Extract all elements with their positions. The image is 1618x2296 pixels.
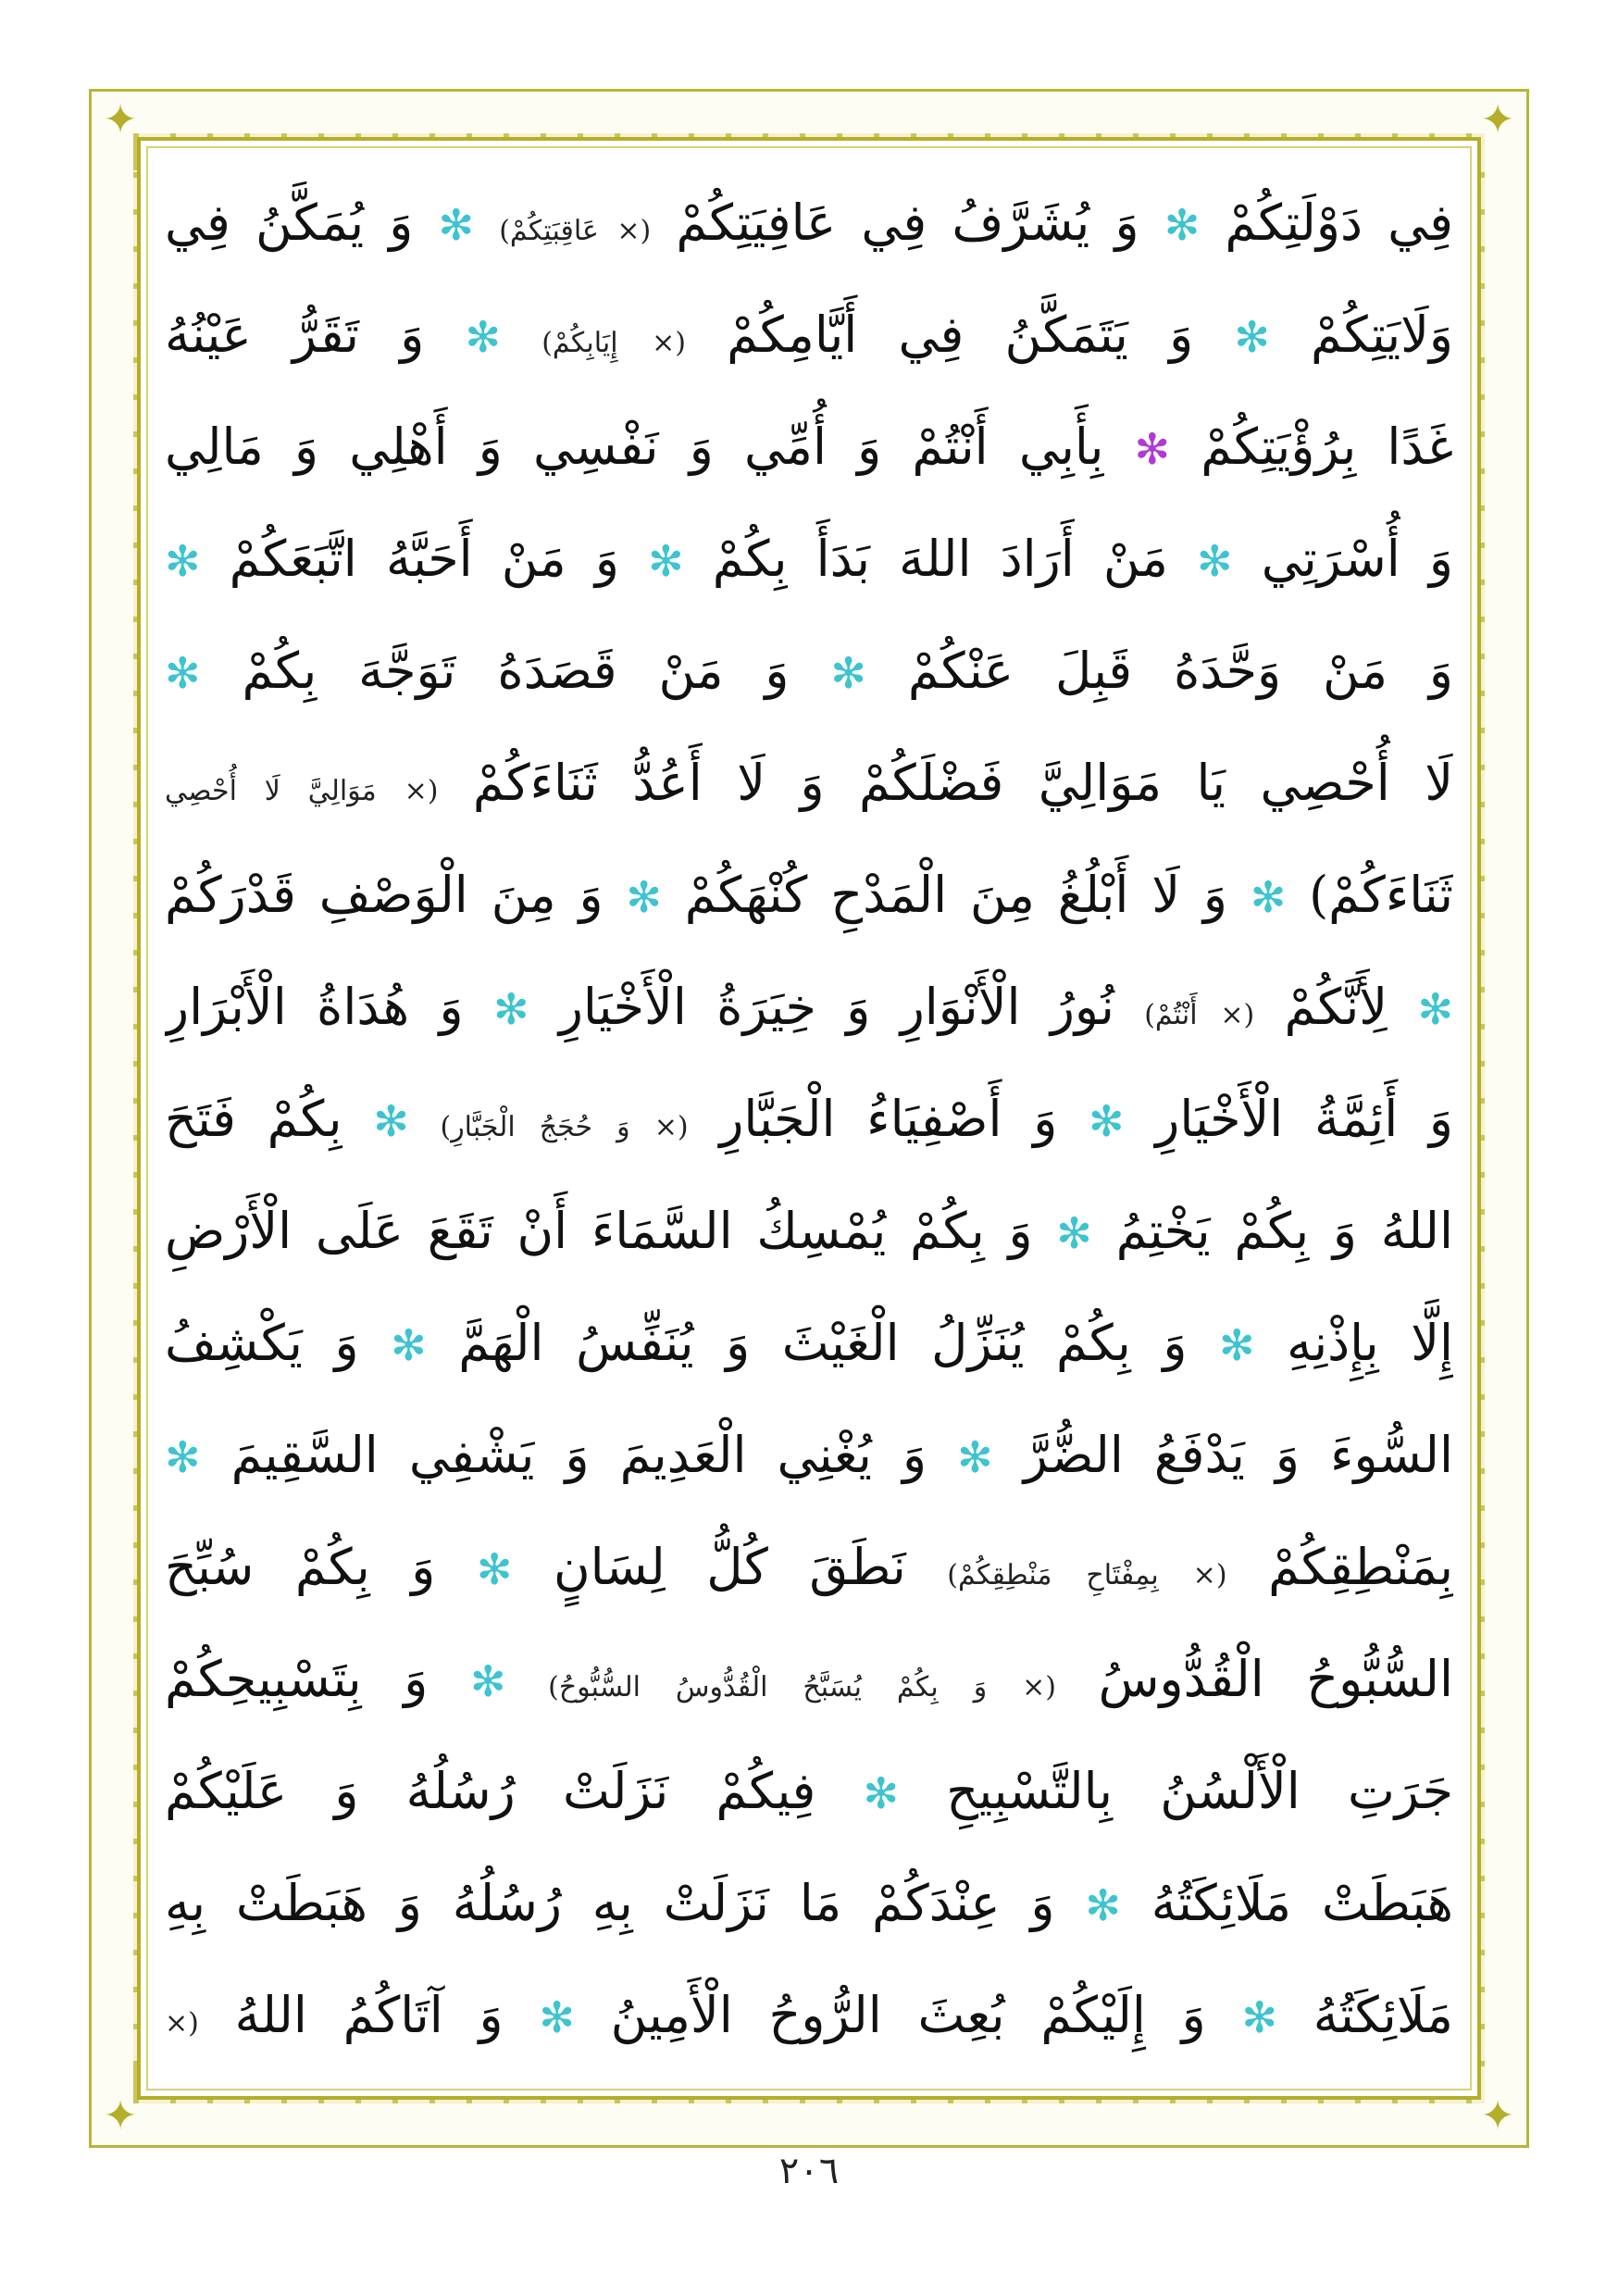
text-line: السُّوءَ وَ يَدْفَعُ الضُّرَّ ✻ وَ يُغْنِي الْعَدِيمَ وَ يَشْفِي السَّقِيمَ ✻ [165,1426,1453,1484]
separator-star-icon: ✻ [539,1992,575,2042]
separator-star-icon: ✻ [626,872,662,922]
text-line: فِي دَوْلَتِكُمْ ✻ وَ يُشَرَّفُ فِي عَافِيَتِكُمْ (× عَاقِبَتِكُمْ) ✻ وَ يُمَكَّنُ فِي [165,193,1453,252]
separator-star-icon: ✻ [1219,1320,1255,1370]
text-line: غَدًا بِرُؤْيَتِكُمْ ✻ بِأَبِي أَنْتُمْ وَ أُمِّي وَ نَفْسِي وَ أَهْلِي وَ مَالِي [165,418,1453,476]
text-line: بِمَنْطِقِكُمْ (× بِمِفْتَاحِ مَنْطِقِكُمْ) نَطَقَ كُلُّ لِسَانٍ ✻ وَ بِكُمْ سُبِّحَ [165,1538,1453,1596]
variant-note: (× [165,2007,199,2040]
separator-star-icon: ✻ [165,648,201,698]
text-line: لَا أُحْصِي يَا مَوَالِيَّ فَضْلَكُمْ وَ لَا أَعُدُّ ثَنَاءَكُمْ (× مَوَالِيَّ لَا أُحْصِي [165,754,1453,812]
corner-ornament-icon: ✦ [103,96,138,144]
variant-note: (× مَوَالِيَّ لَا أُحْصِي [165,775,439,807]
separator-star-icon: ✻ [165,536,201,586]
text-line: مَلَائِكَتُهُ ✻ وَ إِلَيْكُمْ بُعِثَ الرُّوحُ الْأَمِينُ ✻ وَ آتَاكُمُ اللهُ (× [165,1986,1453,2044]
separator-star-icon: ✻ [1134,424,1171,474]
text-line: اللهُ وَ بِكُمْ يَخْتِمُ ✻ وَ بِكُمْ يُمْسِكُ السَّمَاءَ أَنْ تَقَعَ عَلَى الْأَرْضِ [165,1202,1453,1260]
text-line: ثَنَاءَكُمْ) ✻ وَ لَا أَبْلُغُ مِنَ الْمَدْحِ كُنْهَكُمْ ✻ وَ مِنَ الْوَصْفِ قَدْرَكُمْ [165,866,1453,924]
separator-star-icon: ✻ [438,200,475,250]
variant-note: (× وَ حُجَجُ الْجَبَّارِ) [440,1111,689,1143]
separator-star-icon: ✻ [1241,1992,1277,2042]
separator-star-icon: ✻ [863,1768,900,1818]
separator-star-icon: ✻ [1250,872,1287,922]
text-line: وَ أَئِمَّةُ الْأَخْيَارِ ✻ وَ أَصْفِيَاءُ الْجَبَّارِ (× وَ حُجَجُ الْجَبَّارِ) ✻ بِكُمْ فَتَحَ [165,1090,1453,1148]
variant-note: (× أَنْتُمْ) [1144,999,1255,1031]
separator-star-icon: ✻ [1056,1208,1092,1258]
separator-star-icon: ✻ [492,984,529,1034]
separator-star-icon: ✻ [648,536,684,586]
text-line: جَرَتِ الْأَلْسُنُ بِالتَّسْبِيحِ ✻ فِيكُمْ نَزَلَتْ رُسُلُهُ وَ عَلَيْكُمْ [165,1762,1453,1820]
separator-star-icon: ✻ [957,1432,993,1482]
variant-note: (× وَ بِكُمْ يُسَبَّحُ الْقُدُّوسُ السُّبُّوحُ) [548,1671,1057,1703]
text-line: هَبَطَتْ مَلَائِكَتُهُ ✻ وَ عِنْدَكُمْ مَا نَزَلَتْ بِهِ رُسُلُهُ وَ هَبَطَتْ بِهِ [165,1874,1453,1932]
corner-ornament-icon: ✦ [1480,96,1515,144]
separator-star-icon: ✻ [830,648,866,698]
text-line: وَلَايَتِكُمْ ✻ وَ يَتَمَكَّنُ فِي أَيَّامِكُمْ (× إِيَابِكُمْ) ✻ وَ تَقَرُّ عَيْنُهُ [165,306,1453,364]
corner-ornament-icon: ✦ [103,2092,138,2140]
variant-note: (× بِمِفْتَاحِ مَنْطِقِكُمْ) [947,1559,1227,1591]
separator-star-icon: ✻ [465,312,502,362]
separator-star-icon: ✻ [165,1432,201,1482]
separator-star-icon: ✻ [1089,1096,1125,1146]
prayer-text [165,167,1453,2074]
separator-star-icon: ✻ [469,1656,506,1706]
text-line: وَ مَنْ وَحَّدَهُ قَبِلَ عَنْكُمْ ✻ وَ مَنْ قَصَدَهُ تَوَجَّهَ بِكُمْ ✻ [165,642,1453,700]
separator-star-icon: ✻ [1197,536,1233,586]
text-line: وَ أُسْرَتِي ✻ مَنْ أَرَادَ اللهَ بَدَأَ بِكُمْ ✻ وَ مَنْ أَحَبَّهُ اتَّبَعَكُمْ ✻ [165,530,1453,588]
separator-star-icon: ✻ [1417,984,1453,1034]
separator-star-icon: ✻ [1234,312,1270,362]
variant-note: (× عَاقِبَتِكُمْ) [499,215,652,247]
separator-star-icon: ✻ [476,1544,513,1594]
text-line: السُّبُّوحُ الْقُدُّوسُ (× وَ بِكُمْ يُسَبَّحُ الْقُدُّوسُ السُّبُّوحُ) ✻ وَ بِتَسْبِيحِكُمْ [165,1650,1453,1708]
separator-star-icon: ✻ [1085,1880,1121,1930]
corner-ornament-icon: ✦ [1480,2092,1515,2140]
page-number: ٢٠٦ [778,2150,840,2192]
separator-star-icon: ✻ [373,1096,409,1146]
separator-star-icon: ✻ [1164,200,1201,250]
separator-star-icon: ✻ [391,1320,427,1370]
text-line: إِلَّا بِإِذْنِهِ ✻ وَ بِكُمْ يُنَزِّلُ الْغَيْثَ وَ يُنَفِّسُ الْهَمَّ ✻ وَ يَكْشِفُ [165,1314,1453,1372]
variant-note: (× إِيَابِكُمْ) [541,327,686,359]
text-line: ✻ لِأَنَّكُمْ (× أَنْتُمْ) نُورُ الْأَنْوَارِ وَ خِيَرَةُ الْأَخْيَارِ ✻ وَ هُدَاةُ الْأَبْرَارِ [165,978,1453,1036]
